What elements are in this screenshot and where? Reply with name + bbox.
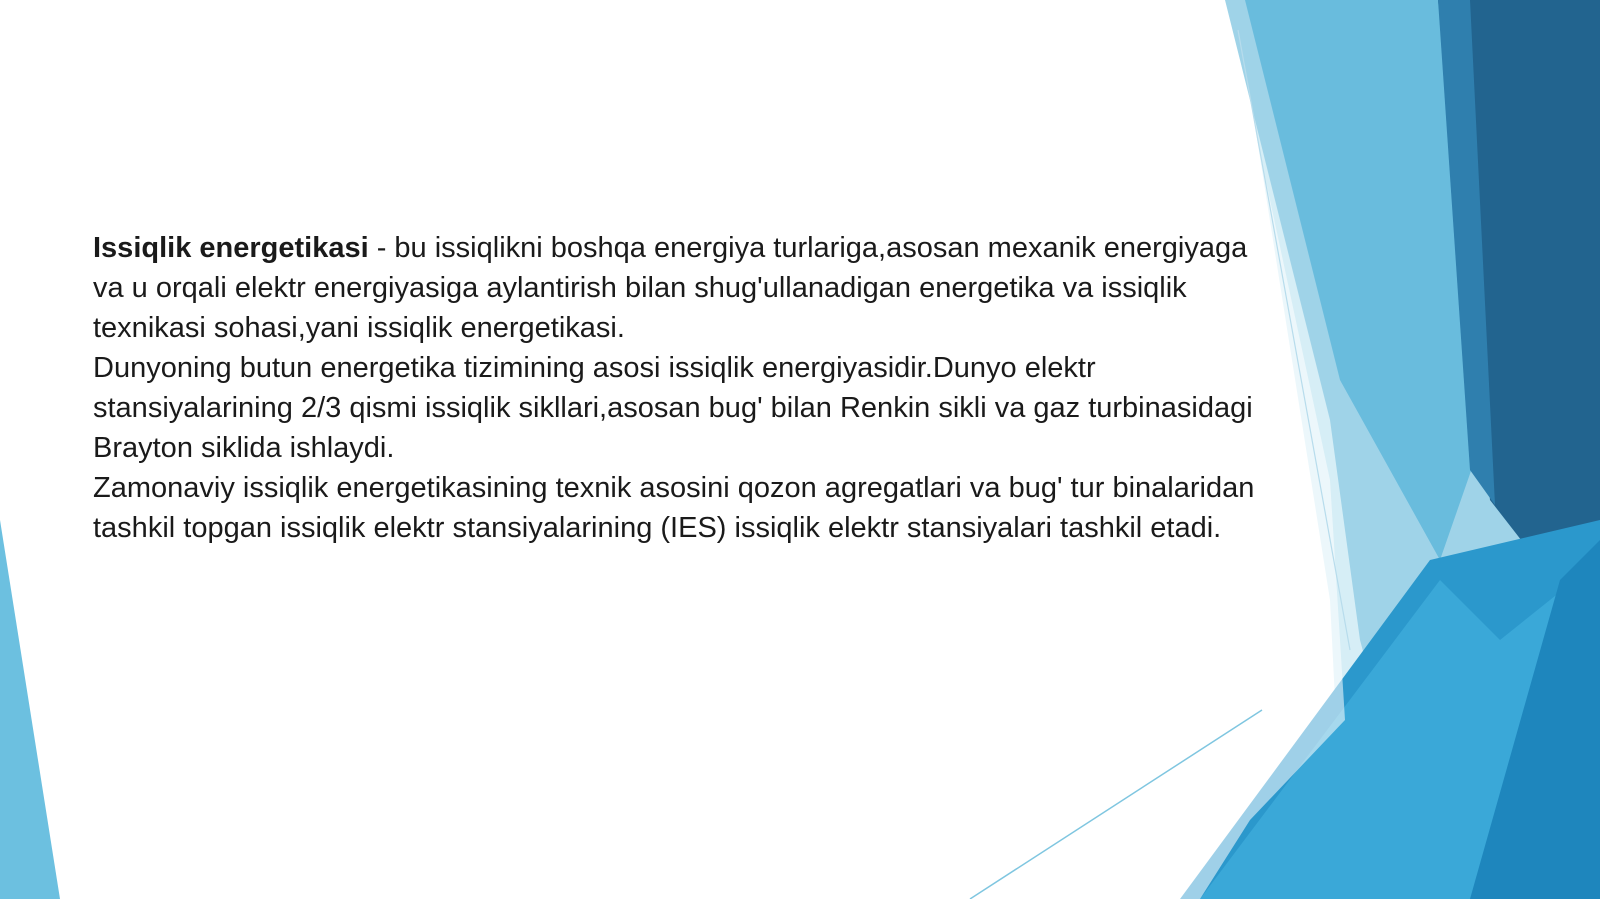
- paragraph-world-energy: Dunyoning butun energetika tizimining asosi issiqlik energiyasidir.Dunyo elektr stansiyalarining 2/3 qismi issiqlik sikllari,asosan bug' bilan Renkin sikli va gaz turbinasidagi Brayton siklida ishlaydi.: [93, 352, 1253, 464]
- paragraph-definition: [93, 228, 1273, 348]
- term-bold: Issiqlik energetikasi: [93, 232, 369, 264]
- definition-text: - bu issiqlikni boshqa energiya turlariga,asosan mexanik energiyaga va u orqali elektr energiyasiga aylantirish bilan shug'ullanadigan energetika va issiqlik texnikasi sohasi,yani issiqlik energetikasi.: [93, 232, 1248, 344]
- left-edge-shape: [0, 520, 60, 899]
- content-text-block: [93, 228, 1273, 548]
- paragraph-modern-tpp: Zamonaviy issiqlik energetikasining texnik asosini qozon agregatlari va bug' tur binalaridan tashkil topgan issiqlik elektr stansiyalarining (IES) issiqlik elektr stansiyalari tashkil etadi.: [93, 472, 1255, 544]
